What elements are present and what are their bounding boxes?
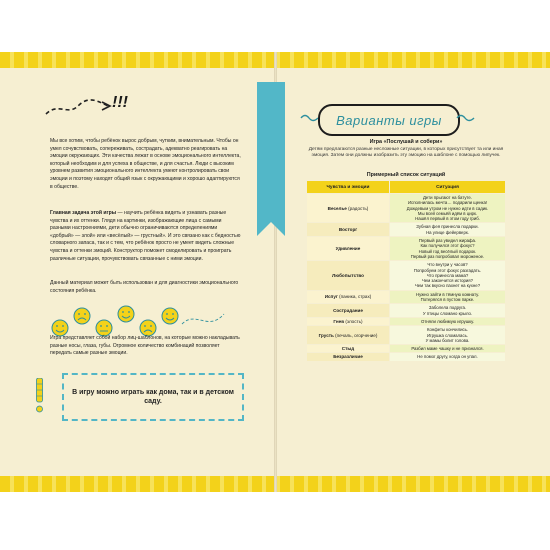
emotion-cell: [307, 261, 390, 290]
table-row: [307, 223, 506, 237]
emotion-cell: [307, 223, 390, 237]
situation-line: Потерялся в пустом парке.: [420, 297, 475, 303]
main-task-paragraph: [50, 210, 242, 263]
emotion-sublabel: (печаль, огорчение): [335, 332, 378, 338]
situation-line: Первый раз увидел жирафа.: [418, 238, 477, 244]
main-task-bold: Главная задача этой игры: [50, 210, 117, 216]
emotion-cell: [307, 353, 390, 361]
emotion-label: Стыд: [341, 346, 355, 352]
situation-line: Чем так вкусно пахнет на кухне?: [414, 283, 481, 289]
situation-line: Что принесла мама?: [426, 272, 469, 278]
face-icon: [74, 308, 90, 324]
game-title: Игра «Послушай и собери»: [369, 139, 443, 145]
situation-cell: [390, 317, 506, 325]
main-task-text: — научить ребёнка видеть и узнавать разные чувства и их оттенки. Глядя на картинки, изображающие лица с самыми разными настроениями, дети обычно ограничиваются определениями «добрый» — злой» или «весёлый» — грустный». И это связано как с бедностью словарного запаса, так и с тем, что ребёнок просто не умеет видеть сложные чувства и оттенки эмоций. Конструктор поможет смоделировать и проиграть различные ситуации, прочувствовать связанные с ними эмоции.: [50, 210, 241, 262]
banner-left-squiggle: [300, 112, 320, 124]
table-row: [307, 237, 506, 261]
situation-line: Что внутри у часов?: [427, 262, 468, 268]
situation-line: Зубная фея принесла подарки.: [416, 224, 479, 230]
situation-line: У мамы болит голова.: [425, 337, 470, 343]
face-icon: [140, 320, 156, 336]
emotion-cell: [307, 326, 390, 345]
emotion-label: Любопытство: [332, 272, 364, 278]
situation-cell: [390, 345, 506, 353]
situation-cell: [390, 194, 506, 223]
situation-line: У птицы сломано крыло.: [422, 310, 473, 316]
emotion-label: Веселье: [327, 205, 347, 211]
emotion-label: Восторг: [338, 227, 358, 233]
table-title: Примерный список ситуаций: [366, 172, 446, 178]
situation-line: Нашёл первый в этом году гриб.: [415, 216, 480, 222]
emotion-label: Гнев: [333, 318, 345, 324]
situation-line: Мы всей семьёй идём в цирк.: [417, 210, 478, 216]
situation-line: Дождевым утром не нужно идти в садик.: [406, 205, 489, 211]
situation-line: Исполнилась мечта… подарили щенка!: [407, 200, 488, 206]
situation-cell: [390, 261, 506, 290]
table-row: [307, 261, 506, 290]
emotion-sublabel: (злость): [345, 318, 363, 324]
table-row: [307, 194, 506, 223]
situation-line: Дети прыгают на батуте.: [423, 195, 472, 200]
situation-line: Отняли любимую игрушку.: [420, 318, 474, 324]
emotion-cell: [307, 304, 390, 318]
emotion-cell: [307, 345, 390, 353]
header-situation: Ситуация: [390, 181, 506, 194]
emotion-label: Сострадание: [333, 307, 363, 313]
situation-cell: [390, 304, 506, 318]
header-emotions: Чувства и эмоции: [307, 181, 390, 194]
emotion-label: Безразличие: [333, 354, 363, 360]
situation-line: Чем закончится история?: [421, 278, 474, 284]
exclamation-icon: [36, 378, 43, 414]
situation-line: Не помог другу, когда он упал.: [417, 354, 478, 360]
situation-line: Игрушка сломалась.: [426, 332, 469, 338]
bookmark-ribbon: [257, 82, 285, 222]
table-row: [307, 353, 506, 361]
diagnostic-paragraph: Данный материал может быть использован и для диагностики эмоционального состояния ребёнка.: [50, 280, 239, 294]
banner-right-squiggle: [456, 112, 478, 124]
emotion-cell: [307, 237, 390, 261]
situation-cell: [390, 237, 506, 261]
game-description: Детям предлагаются разные несложные ситуации, в которых присутствует та или иная эмоция. Затем они должны изобразить эту эмоцию на шаблоне с помощью липучек.: [308, 147, 504, 159]
situation-cell: [390, 290, 506, 304]
situation-cell: [390, 353, 506, 361]
situation-line: Нужно зайти в тёмную комнату.: [415, 291, 480, 297]
table-header-row: [307, 181, 506, 194]
emotion-label: Испуг: [324, 294, 338, 300]
situation-line: Заболела подруга.: [428, 305, 467, 311]
situations-table: [306, 180, 506, 362]
table-row: [307, 317, 506, 325]
situation-line: Как получился этот фокус?: [420, 243, 475, 249]
intro-paragraph: Мы все хотим, чтобы ребёнок вырос добрым, чутким, внимательным. Чтобы он умел сочувствовать, сопереживать, сострадать, адекватно реагировать на эмоции окружающих. Эти качества лежат в основе эмоционального интеллекта, который необходим и для успеха в обществе, и для счастья. Люди с высоким уровнем развития эмоционального интеллекта умеют контролировать свои эмоции и поэтому находят общий язык с окружающими и хорошо адаптируются в обществе.: [50, 138, 241, 190]
emotion-sublabel: (радость): [348, 205, 369, 211]
face-icon: [162, 308, 178, 324]
section-banner: Варианты игры: [318, 104, 460, 136]
game-set-paragraph: Игра представляет собой набор лиц-шаблонов, на которые можно накладывать разные носы, глаза, губы. Огромное количество комбинаций позволяет передать самые разные эмоции.: [50, 335, 240, 357]
dashed-arrow-decoration: [44, 96, 114, 118]
emotion-sublabel: (паника, страх): [339, 294, 372, 300]
emotion-label: Удивление: [335, 246, 361, 252]
situation-line: Конфеты кончились.: [426, 327, 469, 333]
emotion-cell: [307, 194, 390, 223]
situation-line: Разбил маме чашку и не признался.: [411, 346, 484, 352]
exclaim-mark: !!!: [112, 94, 128, 111]
face-icon: [52, 320, 68, 336]
emotion-label: Грусть: [318, 332, 334, 338]
situation-line: Новый год весёлый подарок.: [418, 248, 477, 254]
table-row: [307, 326, 506, 345]
table-row: [307, 304, 506, 318]
situation-line: Первый раз попробовал мороженое.: [410, 253, 485, 259]
situation-line: На улице фейерверк.: [426, 229, 469, 235]
situation-line: Попробуем этот фокус разгадать.: [413, 267, 482, 273]
callout-box: В игру можно играть как дома, так и в детском саду.: [62, 373, 244, 421]
situation-cell: [390, 223, 506, 237]
table-row: [307, 345, 506, 353]
table-row: [307, 290, 506, 304]
situation-cell: [390, 326, 506, 345]
emotion-cell: [307, 290, 390, 304]
face-icon: [118, 306, 134, 322]
emotion-cell: [307, 317, 390, 325]
face-icon: [96, 320, 112, 336]
